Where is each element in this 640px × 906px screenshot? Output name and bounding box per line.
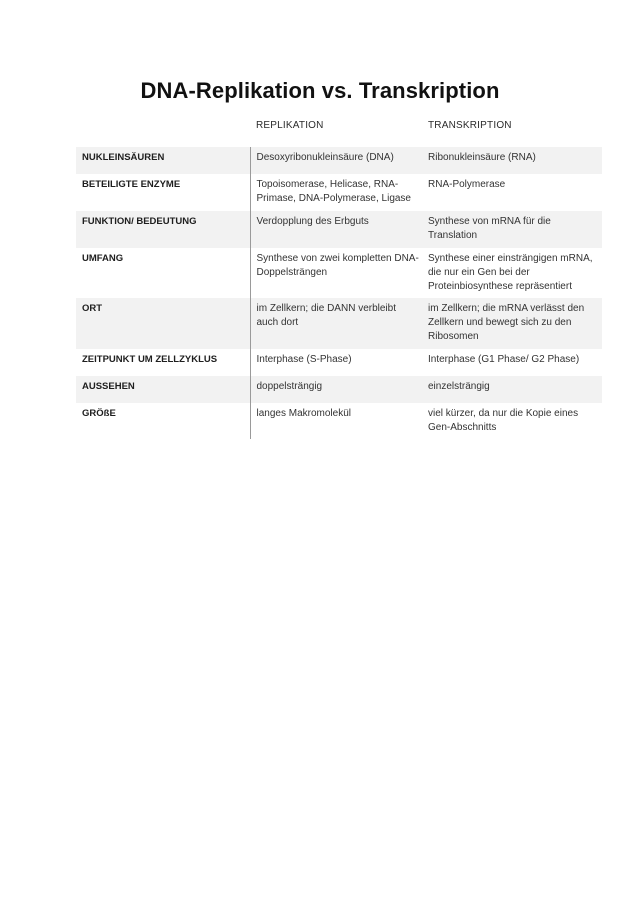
column-header-transkription: TRANSKRIPTION: [428, 120, 512, 131]
transkription-cell: viel kürzer, da nur die Kopie eines Gen-Abschnitts: [428, 408, 579, 433]
replikation-cell: Verdopplung des Erbguts: [250, 211, 425, 248]
replikation-cell: Desoxyribonukleinsäure (DNA): [250, 147, 425, 174]
column-header-replikation: REPLIKATION: [256, 120, 324, 131]
transkription-cell: Ribonukleinsäure (RNA): [425, 147, 602, 174]
replikation-cell: Topoisomerase, Helicase, RNA-Primase, DNA-Polymerase, Ligase: [250, 174, 425, 211]
row-label: ORT: [76, 298, 250, 349]
table-row: [76, 211, 602, 248]
row-label: GRÖßE: [82, 408, 116, 419]
row-label: BETEILIGTE ENZYME: [82, 179, 181, 190]
transkription-cell: Synthese von mRNA für die Translation: [425, 211, 602, 248]
replikation-cell: doppelsträngig: [250, 376, 425, 403]
comparison-table: [76, 112, 602, 439]
transkription-cell: Interphase (G1 Phase/ G2 Phase): [428, 354, 580, 365]
row-label: UMFANG: [82, 253, 124, 264]
table-row: [76, 298, 602, 349]
row-label: FUNKTION/ BEDEUTUNG: [76, 211, 250, 248]
column-header-label: [76, 112, 250, 147]
replikation-cell: langes Makromolekül: [250, 403, 425, 439]
page-title: DNA-Replikation vs. Transkription: [140, 78, 500, 103]
table-row: [76, 248, 602, 298]
row-label: ZEITPUNKT UM ZELLZYKLUS: [82, 354, 218, 365]
table-row: [76, 376, 602, 403]
table-row: [76, 147, 602, 174]
transkription-cell: einzelsträngig: [425, 376, 602, 403]
replikation-cell: Synthese von zwei kompletten DNA-Doppelsträngen: [250, 248, 425, 298]
row-label: AUSSEHEN: [76, 376, 250, 403]
row-label: NUKLEINSÄUREN: [76, 147, 250, 174]
transkription-cell: Synthese einer einsträngigen mRNA, die nur ein Gen bei der Proteinbiosynthese repräsentiert: [428, 253, 593, 292]
table-row: [76, 349, 602, 376]
table-row: [76, 174, 602, 211]
table-row: [76, 403, 602, 439]
table-header-row: [76, 112, 602, 147]
replikation-cell: im Zellkern; die DANN verbleibt auch dort: [250, 298, 425, 349]
transkription-cell: im Zellkern; die mRNA verlässt den Zellkern und bewegt sich zu den Ribosomen: [425, 298, 602, 349]
replikation-cell: Interphase (S-Phase): [250, 349, 425, 376]
transkription-cell: RNA-Polymerase: [428, 179, 506, 190]
